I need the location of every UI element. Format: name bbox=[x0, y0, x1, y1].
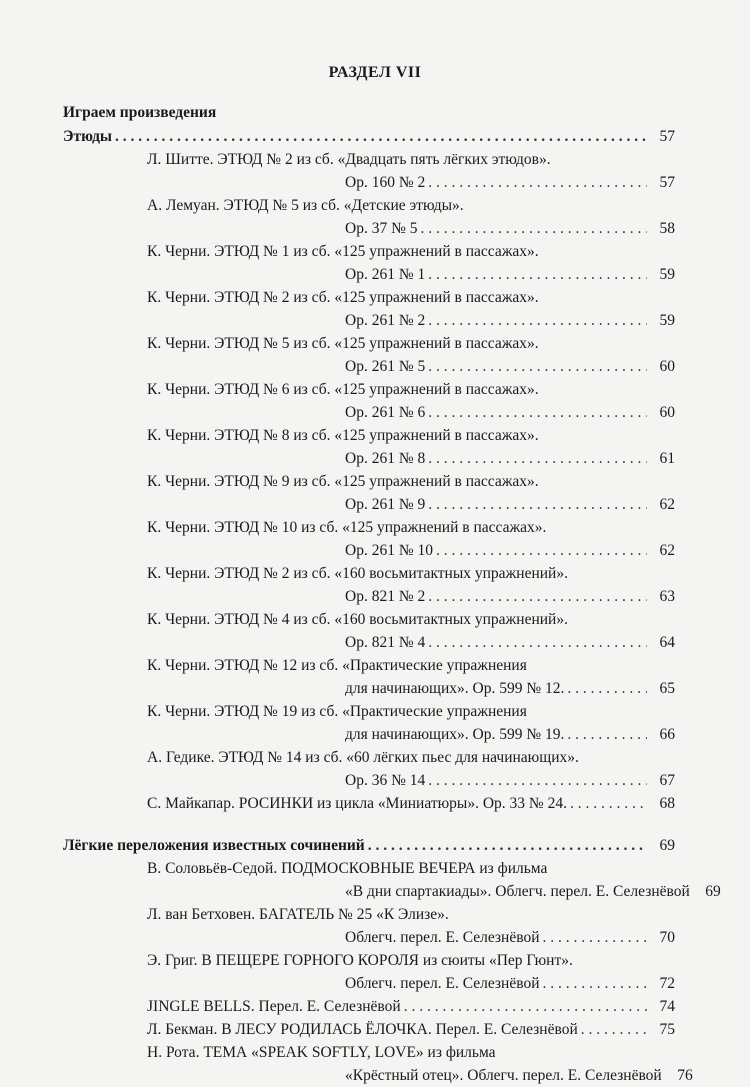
toc-entry-text: Ор. 821 № 2 bbox=[345, 588, 426, 605]
dot-leader bbox=[365, 834, 647, 857]
toc-page-number: 68 bbox=[659, 795, 675, 812]
toc-line bbox=[63, 608, 675, 631]
toc-line bbox=[63, 148, 675, 171]
toc-line bbox=[63, 880, 721, 903]
toc-entry-text: Л. Бекман. В ЛЕСУ РОДИЛАСЬ ЁЛОЧКА. Перел. Е. Селезнёвой bbox=[147, 1021, 578, 1038]
toc-line bbox=[63, 424, 675, 447]
toc-page-number: 57 bbox=[659, 174, 675, 191]
dot-leader bbox=[425, 769, 647, 792]
toc-entry-text: К. Черни. ЭТЮД № 2 из сб. «160 восьмитактных упражнений». bbox=[147, 565, 568, 582]
dot-leader bbox=[539, 926, 647, 949]
toc-page-number: 67 bbox=[659, 772, 675, 789]
toc-entry-text: Л. Шитте. ЭТЮД № 2 из сб. «Двадцать пять лёгких этюдов». bbox=[147, 151, 551, 168]
toc-page-number: 69 bbox=[659, 837, 675, 854]
toc-entry-text: К. Черни. ЭТЮД № 2 из сб. «125 упражнений в пассажах». bbox=[147, 289, 539, 306]
toc-entry-text: К. Черни. ЭТЮД № 12 из сб. «Практические упражнения bbox=[147, 657, 527, 674]
toc-line bbox=[63, 240, 675, 263]
toc-entry-text: К. Черни. ЭТЮД № 10 из сб. «125 упражнений в пассажах». bbox=[147, 519, 547, 536]
toc-entry-text: К. Черни. ЭТЮД № 1 из сб. «125 упражнений в пассажах». bbox=[147, 243, 539, 260]
toc-line bbox=[63, 654, 675, 677]
toc-entry-text: Ор. 261 № 6 bbox=[345, 404, 426, 421]
toc-line bbox=[63, 631, 675, 654]
toc-line bbox=[63, 769, 675, 792]
toc-entry-text: Ор. 160 № 2 bbox=[345, 174, 426, 191]
toc-line bbox=[63, 1041, 675, 1064]
toc-entry-text: К. Черни. ЭТЮД № 19 из сб. «Практические упражнения bbox=[147, 703, 527, 720]
dot-leader bbox=[425, 263, 647, 286]
toc-line bbox=[63, 562, 675, 585]
toc-line bbox=[63, 792, 675, 815]
dot-leader bbox=[425, 631, 647, 654]
toc-line bbox=[63, 516, 675, 539]
toc-line bbox=[63, 585, 675, 608]
toc-line bbox=[63, 286, 675, 309]
toc-page-number: 62 bbox=[659, 542, 675, 559]
toc-line bbox=[63, 746, 675, 769]
toc-line bbox=[63, 355, 675, 378]
toc-page-number: 59 bbox=[659, 266, 675, 283]
toc-line bbox=[63, 1018, 675, 1041]
toc-page-number: 62 bbox=[659, 496, 675, 513]
toc-entry-text: К. Черни. ЭТЮД № 8 из сб. «125 упражнений в пассажах». bbox=[147, 427, 539, 444]
toc-page-number: 63 bbox=[659, 588, 675, 605]
dot-leader bbox=[564, 723, 647, 746]
dot-leader bbox=[417, 217, 647, 240]
toc-line bbox=[63, 447, 675, 470]
section-title: РАЗДЕЛ VII bbox=[328, 64, 422, 81]
toc-entry-text: Облегч. перел. Е. Селезнёвой bbox=[345, 975, 540, 992]
dot-leader bbox=[425, 355, 647, 378]
part-heading: Играем произведения bbox=[63, 104, 217, 121]
dot-leader bbox=[578, 1018, 647, 1041]
toc-line bbox=[63, 926, 675, 949]
toc-line bbox=[63, 332, 675, 355]
toc-entry-text: Ор. 261 № 8 bbox=[345, 450, 426, 467]
toc-page-number: 75 bbox=[659, 1021, 675, 1038]
toc-entry-text: Э. Григ. В ПЕЩЕРЕ ГОРНОГО КОРОЛЯ из сюиты «Пер Гюнт». bbox=[147, 952, 573, 969]
toc-page-number: 69 bbox=[705, 883, 721, 900]
dot-leader bbox=[401, 995, 647, 1018]
toc-page-number: 64 bbox=[659, 634, 675, 651]
toc-entry-text: Ор. 261 № 10 bbox=[345, 542, 433, 559]
dot-leader bbox=[425, 493, 647, 516]
toc-page-number: 59 bbox=[659, 312, 675, 329]
toc-line bbox=[63, 171, 675, 194]
dot-leader bbox=[433, 539, 647, 562]
toc-entry-text: «Крёстный отец». Облегч. перел. Е. Селезнёвой bbox=[345, 1067, 662, 1084]
toc-line bbox=[63, 309, 675, 332]
toc-page-number: 76 bbox=[677, 1067, 693, 1084]
toc-line bbox=[63, 723, 675, 746]
dot-leader bbox=[567, 792, 647, 815]
toc-line bbox=[63, 493, 675, 516]
toc-entry-text: К. Черни. ЭТЮД № 6 из сб. «125 упражнений в пассажах». bbox=[147, 381, 539, 398]
toc-entry-text: «В дни спартакиады». Облегч. перел. Е. Селезнёвой bbox=[345, 883, 690, 900]
toc-line bbox=[63, 677, 675, 700]
toc-entry-text: В. Соловьёв-Седой. ПОДМОСКОВНЫЕ ВЕЧЕРА из фильма bbox=[147, 860, 548, 877]
toc-page-number: 74 bbox=[659, 998, 675, 1015]
toc-section-line bbox=[63, 125, 675, 148]
toc-entry-text: Ор. 261 № 9 bbox=[345, 496, 426, 513]
toc-line bbox=[63, 401, 675, 424]
toc-page-number: 66 bbox=[659, 726, 675, 743]
toc-section-line bbox=[63, 834, 675, 857]
toc-entry-text: Ор. 261 № 1 bbox=[345, 266, 426, 283]
toc-line bbox=[63, 470, 675, 493]
toc-entry-text: А. Лемуан. ЭТЮД № 5 из сб. «Детские этюды». bbox=[147, 197, 464, 214]
toc-entry-text: JINGLE BELLS. Перел. Е. Селезнёвой bbox=[147, 998, 401, 1015]
toc-line bbox=[63, 217, 675, 240]
toc-line bbox=[63, 972, 675, 995]
toc-page-number: 61 bbox=[659, 450, 675, 467]
dot-leader bbox=[425, 447, 647, 470]
toc-line bbox=[63, 903, 675, 926]
toc-line bbox=[63, 194, 675, 217]
toc-line bbox=[63, 378, 675, 401]
table-of-contents bbox=[63, 125, 721, 1087]
toc-entry-text: Лёгкие переложения известных сочинений bbox=[63, 837, 365, 854]
dot-leader bbox=[425, 171, 647, 194]
toc-entry-text: Ор. 36 № 14 bbox=[345, 772, 426, 789]
dot-leader bbox=[112, 125, 647, 148]
toc-page-number: 60 bbox=[659, 358, 675, 375]
toc-entry-text: К. Черни. ЭТЮД № 9 из сб. «125 упражнений в пассажах». bbox=[147, 473, 539, 490]
toc-page-number: 60 bbox=[659, 404, 675, 421]
toc-entry-text: Ор. 261 № 5 bbox=[345, 358, 426, 375]
toc-entry-text: С. Майкапар. РОСИНКИ из цикла «Миниатюры». Ор. 33 № 24. bbox=[147, 795, 567, 812]
toc-entry-text: А. Гедике. ЭТЮД № 14 из сб. «60 лёгких пьес для начинающих». bbox=[147, 749, 579, 766]
toc-line bbox=[63, 700, 675, 723]
toc-page-number: 70 bbox=[659, 929, 675, 946]
toc-entry-text: Облегч. перел. Е. Селезнёвой bbox=[345, 929, 540, 946]
toc-page-number: 65 bbox=[659, 680, 675, 697]
toc-entry-text: Ор. 821 № 4 bbox=[345, 634, 426, 651]
toc-entry-text: для начинающих». Ор. 599 № 12. bbox=[345, 680, 565, 697]
toc-entry-text: Ор. 37 № 5 bbox=[345, 220, 418, 237]
toc-line bbox=[63, 949, 675, 972]
toc-line bbox=[63, 1064, 693, 1087]
toc-entry-text: Этюды bbox=[63, 128, 113, 145]
toc-line bbox=[63, 995, 675, 1018]
toc-entry-text: Н. Рота. ТЕМА «SPEAK SOFTLY, LOVE» из фильма bbox=[147, 1044, 496, 1061]
toc-entry-text: Л. ван Бетховен. БАГАТЕЛЬ № 25 «К Элизе». bbox=[147, 906, 449, 923]
toc-line bbox=[63, 539, 675, 562]
toc-page-number: 57 bbox=[659, 128, 675, 145]
toc-page-number: 72 bbox=[659, 975, 675, 992]
toc-line bbox=[63, 263, 675, 286]
dot-leader bbox=[564, 677, 647, 700]
dot-leader bbox=[539, 972, 647, 995]
toc-entry-text: К. Черни. ЭТЮД № 5 из сб. «125 упражнений в пассажах». bbox=[147, 335, 539, 352]
toc-page-number: 58 bbox=[659, 220, 675, 237]
dot-leader bbox=[425, 401, 647, 424]
dot-leader bbox=[425, 585, 647, 608]
toc-line bbox=[63, 857, 675, 880]
toc-entry-text: для начинающих». Ор. 599 № 19. bbox=[345, 726, 565, 743]
dot-leader bbox=[425, 309, 647, 332]
toc-entry-text: Ор. 261 № 2 bbox=[345, 312, 426, 329]
toc-entry-text: К. Черни. ЭТЮД № 4 из сб. «160 восьмитактных упражнений». bbox=[147, 611, 568, 628]
